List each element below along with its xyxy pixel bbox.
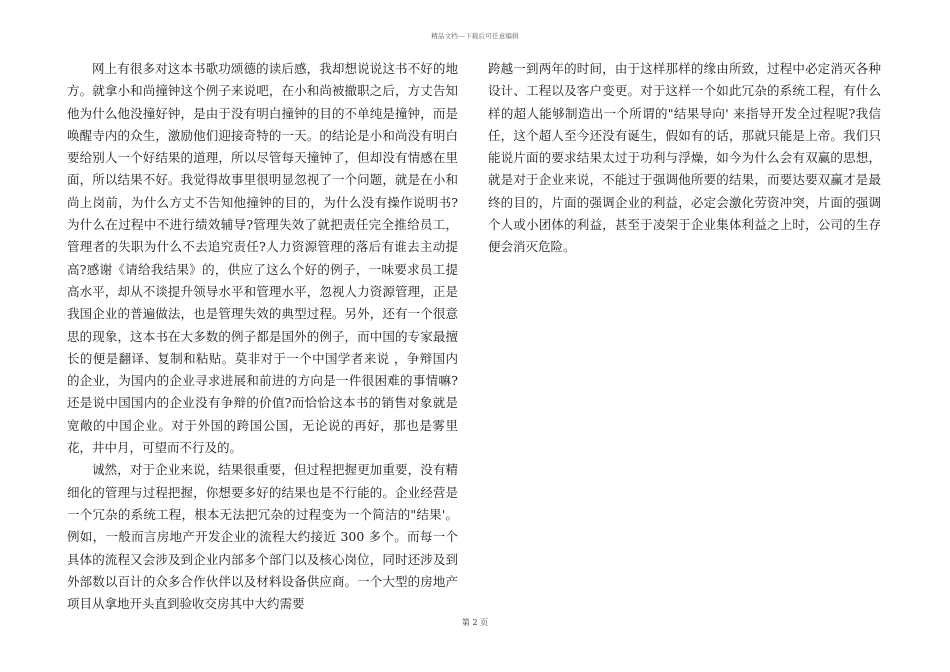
page-number: 第 2 页: [461, 618, 489, 627]
left-column: [67, 58, 458, 615]
right-paragraph-1: 跨越一到两年的时间，由于这样那样的缘由所致，过程中必定消灭各种设计、工程以及客户变更。对于这样一个如此冗杂的系统工程，有什么样的超人能够制造出一个所谓的"结果导向' 来指导开发全过程呢?我信任，这个超人至今还没有诞生，假如有的话，那就只能是上帝。我们只能说片面的要求结果太过于功利与浮燥，如今为什么会有双赢的思想，就是对于企业来说，不能过于强调他所要的结果，而要达要双赢才是最终的目的，片面的强调企业的利益，必定会激化劳资冲突，片面的强调个人或小团体的利益，甚至于凌架于企业集体利益之上时，公司的生存便会消灭危险。: [488, 61, 881, 255]
right-column: [488, 58, 881, 259]
left-paragraph-2: 诚然，对于企业来说，结果很重要，但过程把握更加重要，没有精细化的管理与过程把握，你想要多好的结果也是不行能的。企业经营是一个冗杂的系统工程，根本无法把冗杂的过程变为一个简洁的"结果'。例如，一般而言房地产开发企业的流程大约接近 300 多个。而每一个具体的流程又会涉及到企业内部多个部门以及核心岗位，同时还涉及到外部数以百计的众多合作伙伴以及材料设备供应商。一个大型的房地产项目从拿地开头直到验收交房其中大约需要: [67, 462, 458, 612]
left-paragraph-1: 网上有很多对这本书歌功颂德的读后感，我却想说说这书不好的地方。就拿小和尚撞钟这个例子来说吧，在小和尚被撤职之后，方丈告知他为什么他没撞好钟，是由于没有明白撞钟的目的不单纯是撞钟，而是唤醒寺内的众生，激励他们迎接奇特的一天。的结论是小和尚没有明白要给别人一个好结果的道理，所以尽管每天撞钟了，但却没有情感在里面，所以结果不好。我觉得故事里很明显忽视了一个问题，就是在小和尚上岗前，为什么方丈不告知他撞钟的目的，为什么没有操作说明书?为什么在过程中不进行绩效辅导?管理失效了就把责任完全推给员工，管理者的失职为什么不去追究责任?人力资源管理的落后有谁去主动提高?感谢《请给我结果》的，供应了这么个好的例子，一味要求员工提高水平，却从不谈提升领导水平和管理水平，忽视人力资源管理，正是我国企业的普遍做法，也是管理失效的典型过程。另外，还有一个很意思的现象，这本书在大多数的例子都是国外的例子，而中国的专家最擅长的便是翻译、复制和粘贴。莫非对于一个中国学者来说 ，争辩国内的企业，为国内的企业寻求进展和前进的方向是一件很困难的事情嘛?还是说中国国内的企业没有争辩的价值?而恰恰这本书的销售对象就是宽敞的中国企业。对于外国的跨国公国，无论说的再好，那也是雾里花，井中月，可望而不行及的。: [67, 61, 458, 456]
page-header: 精品文档---下载后可任意编辑: [431, 32, 519, 40]
